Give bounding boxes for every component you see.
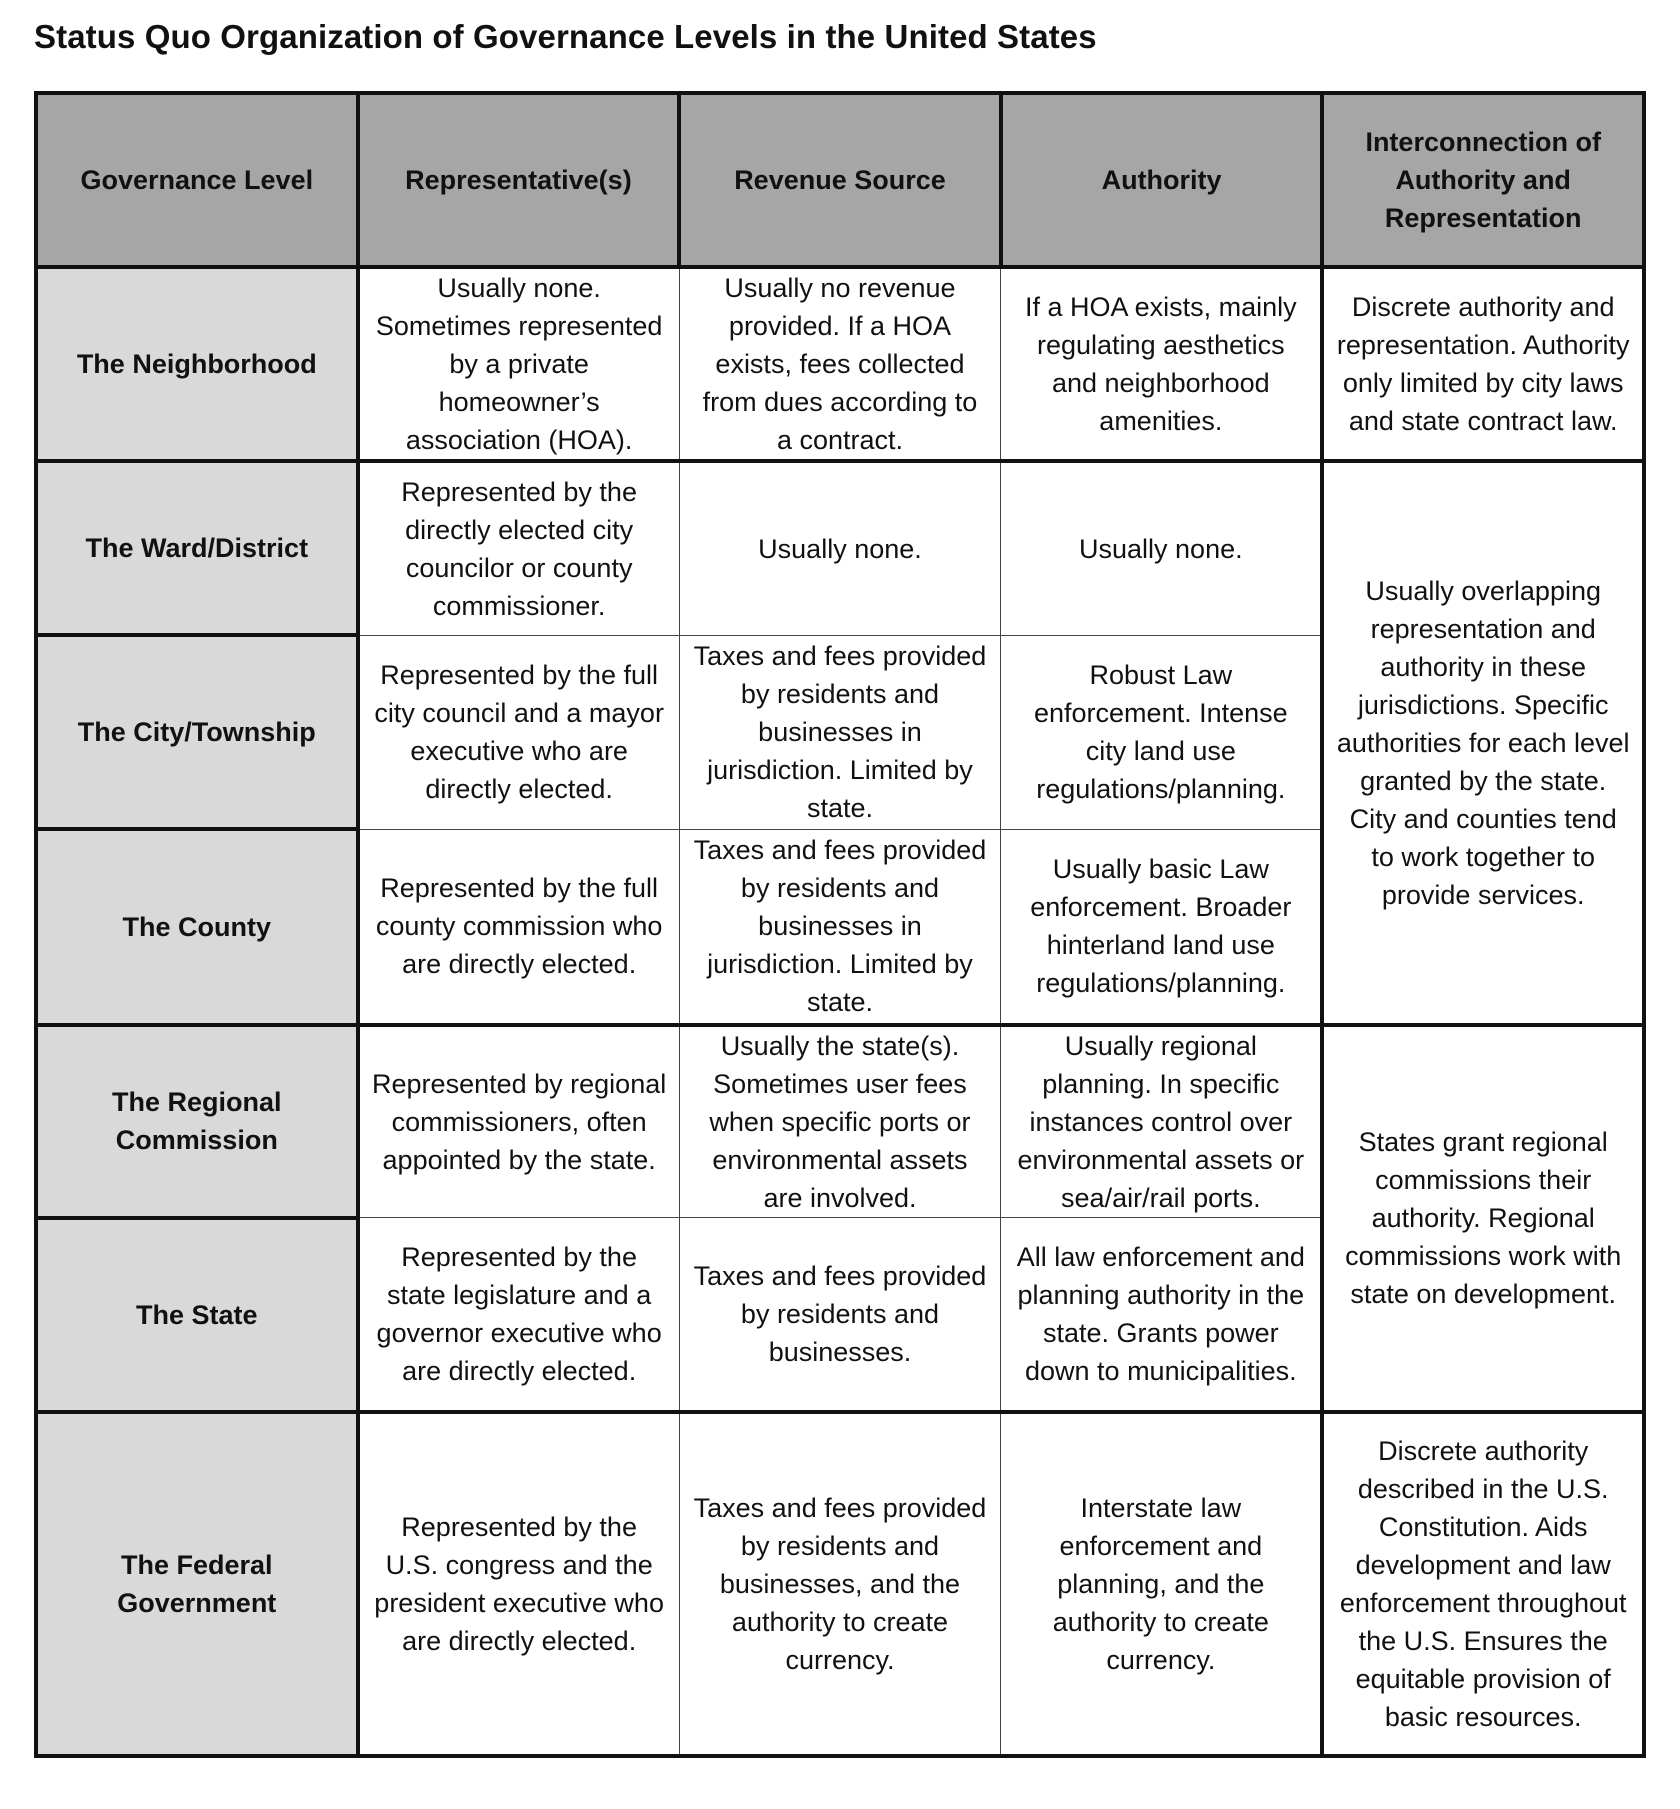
authority-cell: Robust Law enforcement. Intense city land use regulations/planning. xyxy=(1001,635,1323,829)
authority-cell: Interstate law enforcement and planning, and the authority to create currency. xyxy=(1001,1412,1323,1756)
header-row xyxy=(36,93,1644,267)
authority-cell: Usually regional planning. In specific instances control over environmental assets or sea/air/rail ports. xyxy=(1001,1025,1323,1218)
representatives-cell: Represented by the full county commission who are directly elected. xyxy=(358,829,680,1025)
level-cell: The Regional Commission xyxy=(36,1025,358,1218)
header-interconnection: Interconnection of Authority and Representation xyxy=(1322,93,1644,267)
revenue-cell: Usually the state(s). Sometimes user fees when specific ports or environmental assets are involved. xyxy=(679,1025,1001,1218)
authority-cell: Usually none. xyxy=(1001,461,1323,635)
authority-cell: Usually basic Law enforcement. Broader hinterland land use regulations/planning. xyxy=(1001,829,1323,1025)
header-representatives: Representative(s) xyxy=(358,93,680,267)
revenue-cell: Taxes and fees provided by residents and businesses in jurisdiction. Limited by state. xyxy=(679,635,1001,829)
table-row-neighborhood xyxy=(36,267,1644,461)
table-row-regional-commission xyxy=(36,1025,1644,1218)
authority-cell: All law enforcement and planning authority in the state. Grants power down to municipalities. xyxy=(1001,1218,1323,1412)
representatives-cell: Represented by the state legislature and a governor executive who are directly elected. xyxy=(358,1218,680,1412)
level-cell: The Federal Government xyxy=(36,1412,358,1756)
representatives-cell: Represented by the directly elected city councilor or county commissioner. xyxy=(358,461,680,635)
level-cell: The Ward/District xyxy=(36,461,358,635)
revenue-cell: Taxes and fees provided by residents and businesses, and the authority to create currency. xyxy=(679,1412,1001,1756)
table-row-ward-district xyxy=(36,461,1644,635)
level-cell: The City/Township xyxy=(36,635,358,829)
interconnection-cell-regional-state: States grant regional commissions their authority. Regional commissions work with state on development. xyxy=(1322,1025,1644,1412)
representatives-cell: Represented by regional commissioners, often appointed by the state. xyxy=(358,1025,680,1218)
level-cell: The Neighborhood xyxy=(36,267,358,461)
interconnection-cell: Discrete authority and representation. Authority only limited by city laws and state contract law. xyxy=(1322,267,1644,461)
representatives-cell: Represented by the full city council and a mayor executive who are directly elected. xyxy=(358,635,680,829)
level-cell: The State xyxy=(36,1218,358,1412)
representatives-cell: Represented by the U.S. congress and the president executive who are directly elected. xyxy=(358,1412,680,1756)
revenue-cell: Taxes and fees provided by residents and businesses. xyxy=(679,1218,1001,1412)
interconnection-cell: Discrete authority described in the U.S. Constitution. Aids development and law enforcement throughout the U.S. Ensures the equitable provision of basic resources. xyxy=(1322,1412,1644,1756)
governance-table xyxy=(34,91,1646,1758)
document-title: Status Quo Organization of Governance Levels in the United States xyxy=(34,18,1097,55)
header-revenue-source: Revenue Source xyxy=(679,93,1001,267)
header-authority: Authority xyxy=(1001,93,1323,267)
revenue-cell: Taxes and fees provided by residents and businesses in jurisdiction. Limited by state. xyxy=(679,829,1001,1025)
authority-cell: If a HOA exists, mainly regulating aesthetics and neighborhood amenities. xyxy=(1001,267,1323,461)
table-row-federal-government xyxy=(36,1412,1644,1756)
interconnection-cell-local: Usually overlapping representation and authority in these jurisdictions. Specific authorities for each level granted by the state. City and counties tend to work together to provide services. xyxy=(1322,461,1644,1025)
revenue-cell: Usually none. xyxy=(679,461,1001,635)
level-cell: The County xyxy=(36,829,358,1025)
header-governance-level: Governance Level xyxy=(36,93,358,267)
revenue-cell: Usually no revenue provided. If a HOA exists, fees collected from dues according to a contract. xyxy=(679,267,1001,461)
representatives-cell: Usually none. Sometimes represented by a private homeowner’s association (HOA). xyxy=(358,267,680,461)
